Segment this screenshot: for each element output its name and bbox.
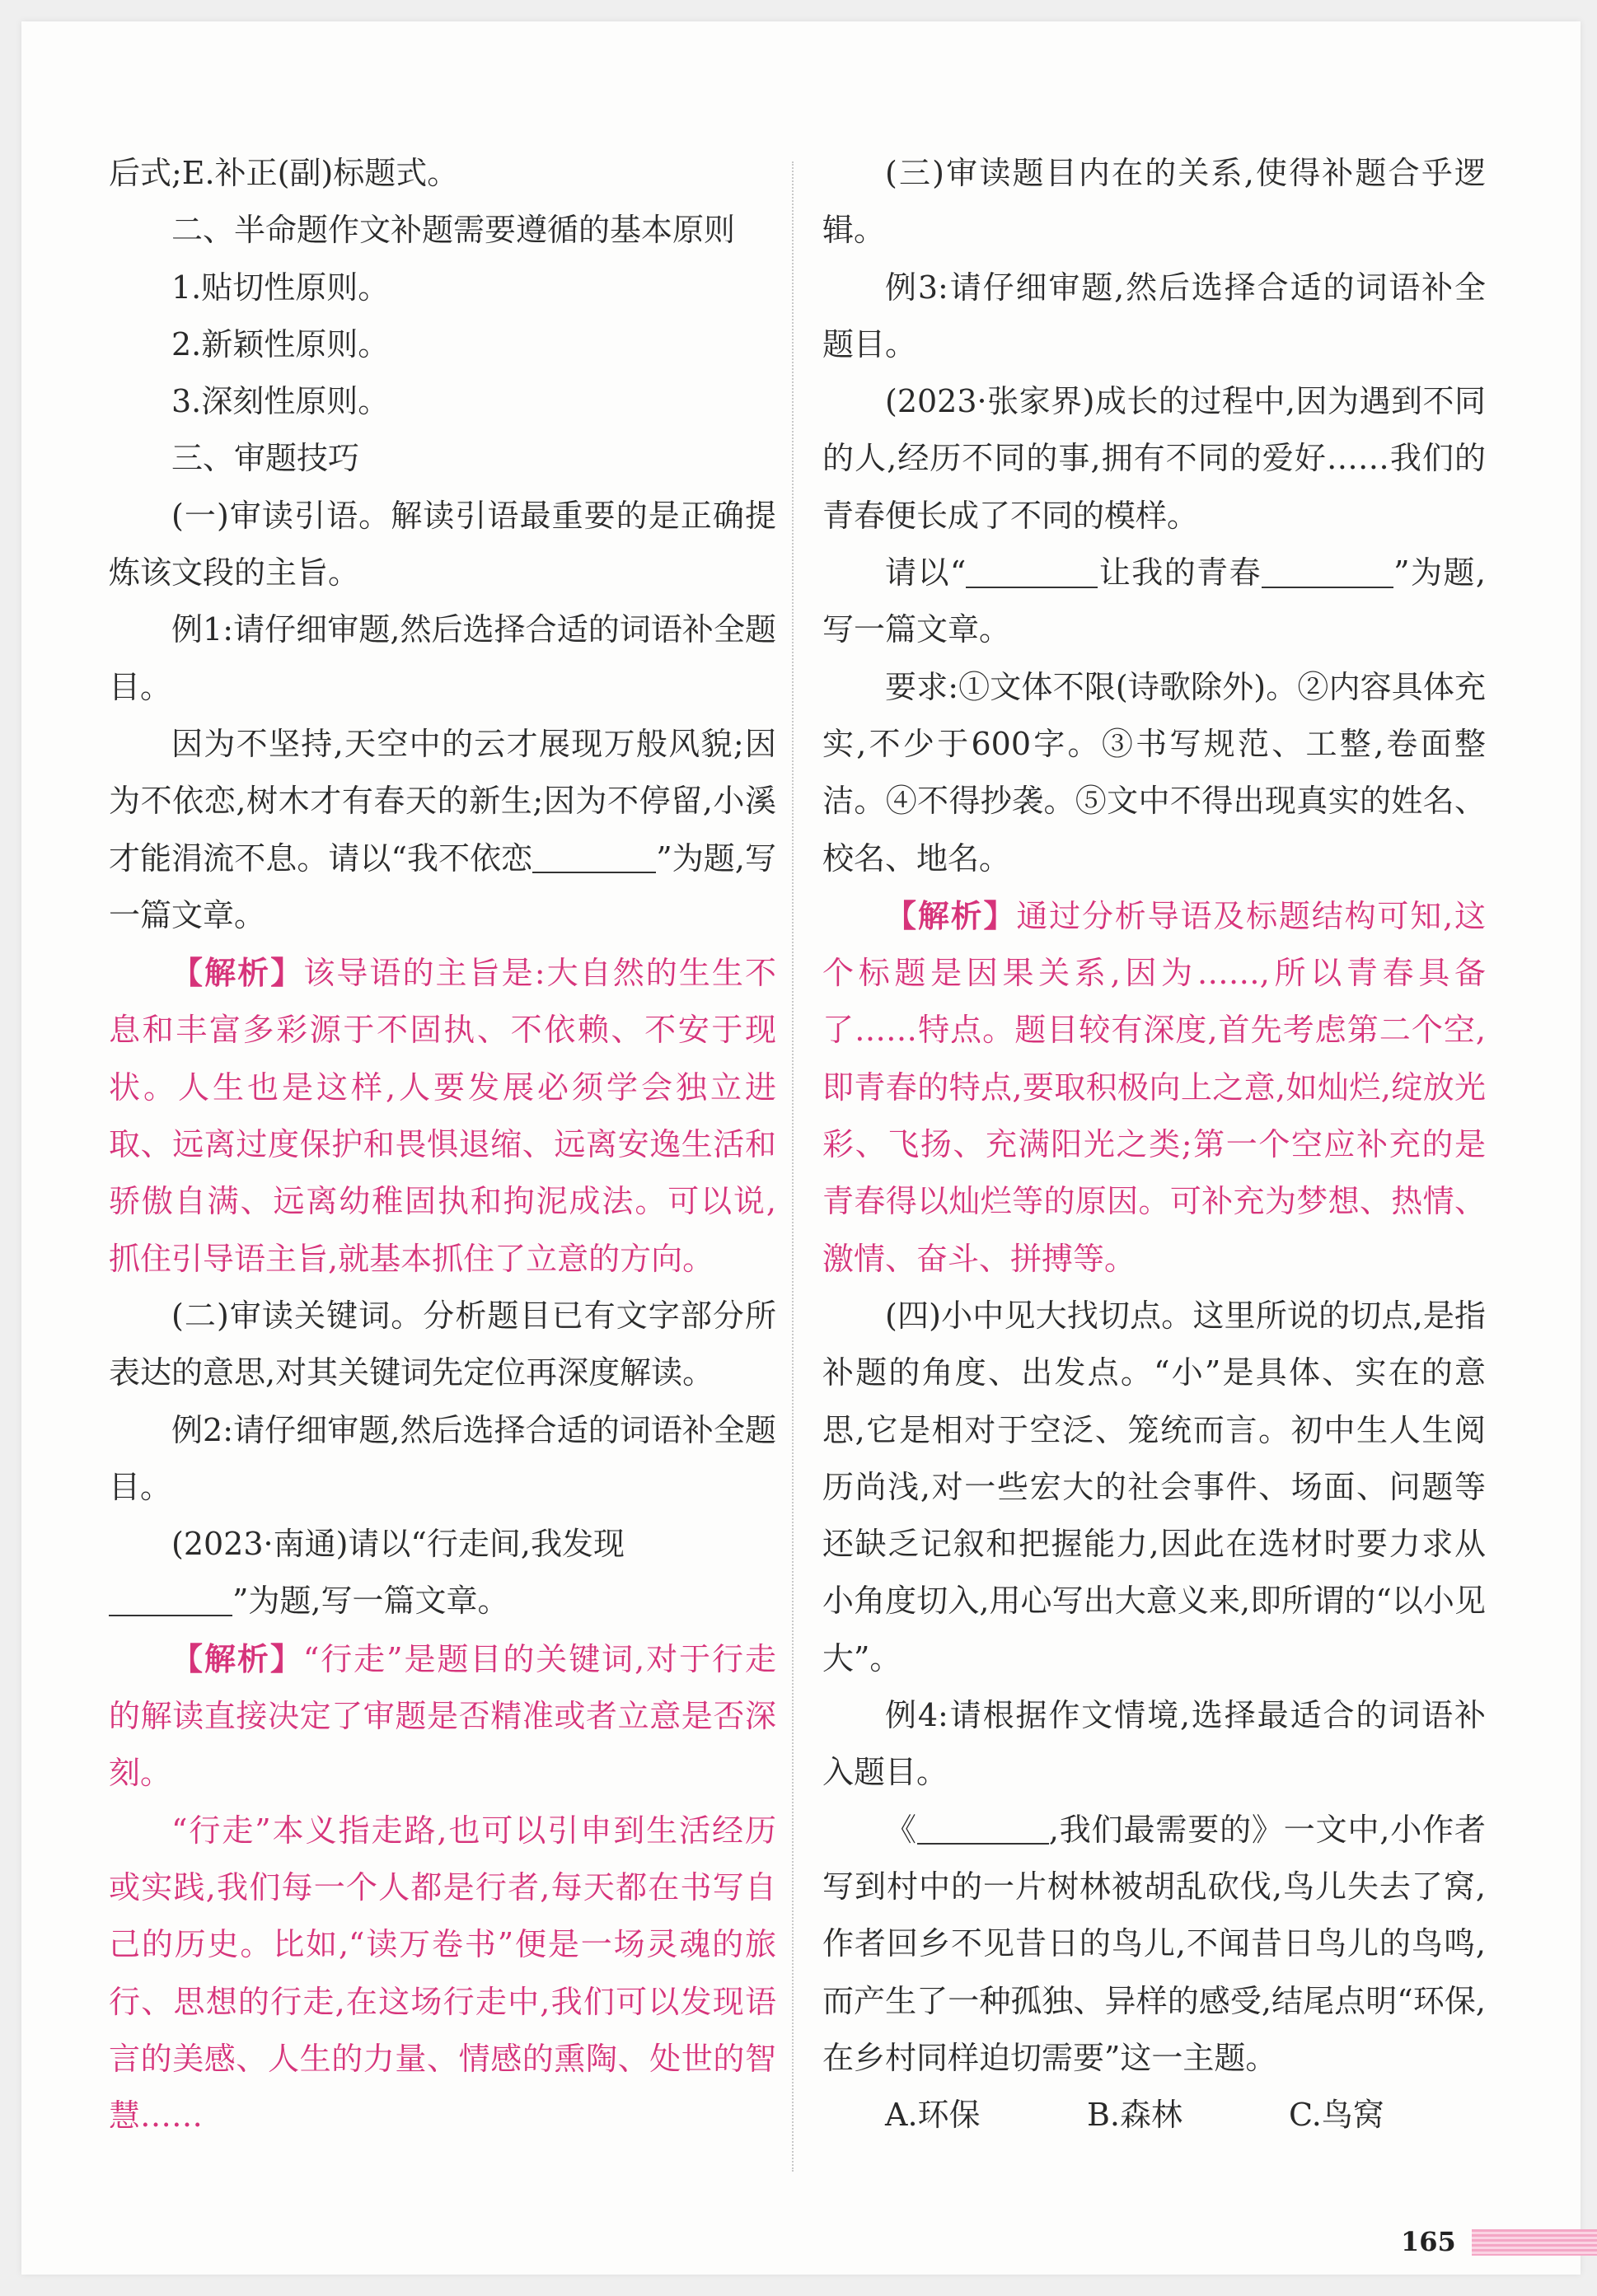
analysis-note: [822, 887, 1486, 1288]
analysis-tag: 【解析】: [171, 1639, 303, 1677]
text-span: (2023·南通)请以“行走间,我发现: [171, 1526, 625, 1563]
page-number: 165: [1401, 2226, 1456, 2257]
text-span: 请以“: [885, 554, 967, 592]
section-heading: (四)小中见大找切点。这里所说的切点,是指补题的角度、出发点。“小”是具体、实在的意思,它是相对于空泛、笼统而言。初中生人生阅历尚浅,对一些宏大的社会事件、场面、问题等还缺乏记叙和把握能力,因此在选材时要力求从小角度切入,用心写出大意义来,即所谓的“以小见大”。: [822, 1297, 1486, 1676]
section-heading: 二、半命题作文补题需要遵循的基本原则: [171, 212, 736, 249]
paragraph: 后式;E.补正(副)标题式。: [109, 155, 459, 191]
fill-blank: [1262, 555, 1393, 588]
analysis-text: 通过分析导语及标题结构可知,这个标题是因果关系,因为……,所以青春具备了……特点。题目较有深度,首先考虑第二个空,即青春的特点,要取积极向上之意,如灿烂,绽放光彩、飞扬、充满阳光之类;第一个空应补充的是青春得以灿烂等的原因。可补充为梦想、热情、激情、奋斗、拼搏等。: [822, 897, 1486, 1277]
example-text: (2023·张家界)成长的过程中,因为遇到不同的人,经历不同的事,拥有不同的爱好……我们的青春便长成了不同的模样。: [822, 383, 1486, 534]
option-c: C.鸟窝: [1289, 2097, 1384, 2134]
text-span: 因为不坚持,天空中的云才展现万般风貌;因为不依恋,树木才有春天的新生;因为不停留,小溪才能涓流不息。请以“我不依恋: [109, 725, 776, 877]
list-item: 3.深刻性原则。: [171, 383, 390, 420]
column-divider: [792, 161, 794, 2172]
analysis-tag: 【解析】: [171, 954, 304, 992]
paragraph: (一)审读引语。解读引语最重要的是正确提炼该文段的主旨。: [109, 497, 776, 592]
section-heading: (三)审读题目内在的关系,使得补题合乎逻辑。: [822, 155, 1486, 249]
example-prompt: 例1:请仔细审题,然后选择合适的词语补全题目。: [109, 611, 776, 705]
text-span: ”为题,写一篇文章。: [232, 1583, 509, 1620]
list-item: 2.新颖性原则。: [171, 325, 390, 362]
example-text: [109, 716, 776, 944]
fill-blank: [917, 1812, 1049, 1845]
text-span: 让我的青春: [1098, 554, 1262, 592]
analysis-tag: 【解析】: [885, 896, 1017, 934]
decorative-stripe: [1472, 2229, 1597, 2256]
right-column: [822, 145, 1486, 2144]
example-text: [109, 1516, 776, 1630]
fill-blank: [966, 555, 1098, 588]
option-b: B.森林: [1087, 2097, 1183, 2134]
example-prompt: 例2:请仔细审题,然后选择合适的词语补全题目。: [109, 1411, 776, 1505]
text-span: 《: [885, 1811, 917, 1848]
section-heading: 三、审题技巧: [171, 440, 360, 477]
requirements: 要求:①文体不限(诗歌除外)。②内容具体充实,不少于600字。③书写规范、工整,卷面整洁。④不得抄袭。⑤文中不得出现真实的姓名、校名、地名。: [822, 668, 1486, 877]
analysis-note: [109, 1630, 776, 1803]
example-prompt: 例3:请仔细审题,然后选择合适的词语补全题目。: [822, 269, 1486, 362]
analysis-note: “行走”本义指走路,也可以引申到生活经历或实践,我们每一个人都是行者,每天都在书写自己的历史。比如,“读万卷书”便是一场灵魂的旅行、思想的行走,在这场行走中,我们可以发现语言的美感、人生的力量、情感的熏陶、处世的智慧……: [109, 1812, 776, 2135]
example-text: [822, 545, 1486, 659]
example-prompt: 例4:请根据作文情境,选择最适合的词语补入题目。: [822, 1697, 1486, 1791]
left-column: [109, 145, 776, 2144]
example-text: [822, 1802, 1486, 2087]
analysis-text: 该导语的主旨是:大自然的生生不息和丰富多彩源于不固执、不依赖、不安于现状。人生也是这样,人要发展必须学会独立进取、远离过度保护和畏惧退缩、远离安逸生活和骄傲自满、远离幼稚固执和拘泥成法。可以说,抓住引导语主旨,就基本抓住了立意的方向。: [109, 955, 776, 1277]
analysis-note: [109, 944, 776, 1288]
text-span: ”为题,写一篇文章。: [822, 554, 1486, 648]
fill-blank: [109, 1583, 232, 1616]
text-span: ,我们最需要的》一文中,小作者写到村中的一片树林被胡乱砍伐,鸟儿失去了窝,作者回乡不见昔日的鸟儿,不闻昔日鸟儿的鸟鸣,而产生了一种孤独、异样的感受,结尾点明“环保,在乡村同样迫切需要”这一主题。: [822, 1811, 1486, 2076]
section-heading: (二)审读关键词。分析题目已有文字部分所表达的意思,对其关键词先定位再深度解读。: [109, 1297, 776, 1391]
page: [21, 21, 1581, 2275]
answer-options: [822, 2087, 1486, 2144]
fill-blank: [532, 840, 656, 873]
list-item: 1.贴切性原则。: [171, 269, 390, 306]
text-span: ”为题,写一篇文章。: [109, 839, 776, 933]
option-a: A.环保: [885, 2097, 981, 2134]
analysis-text: “行走”是题目的关键词,对于行走的解读直接决定了审题是否精准或者立意是否深刻。: [109, 1640, 776, 1792]
